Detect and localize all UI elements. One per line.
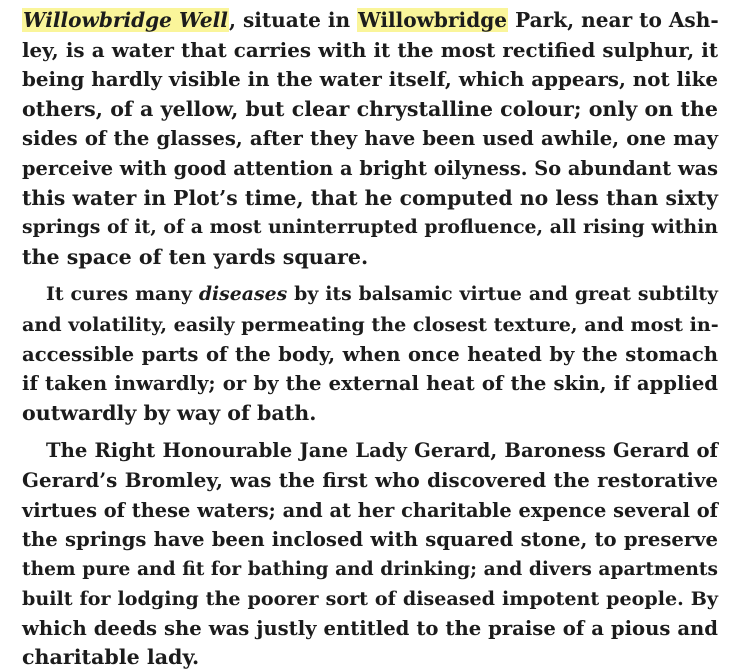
text-line [22,6,718,36]
text-line: The Right Honourable Jane Lady Gerard, Baroness Gerard of [46,439,718,463]
text-line: springs of it, of a most uninterrupted profluence, all rising within [22,216,718,239]
text-line [22,280,718,310]
text-run: , situate in [228,8,358,32]
paragraph-cures [22,280,718,428]
text-line: virtues of these waters; and at her charitable expence several of [22,498,718,522]
text-line: outwardly by way of bath. [22,400,317,425]
text-line: the space of ten yards square. [22,244,369,269]
text-line: and volatility, easily permeating the closest texture, and most in- [22,312,719,336]
text-line: them pure and fit for bathing and drinking; and divers apartments [22,558,718,580]
text-line: sides of the glasses, after they have been used awhile, one may [22,127,718,151]
text-run: by its balsamic virtue and great subtilty [287,283,718,306]
text-run: Park, near to Ash- [508,8,719,32]
text-line: others, of a yellow, but clear chrystalline colour; only on the [22,96,718,121]
text-line: perceive with good attention a bright oilyness. So abundant was [22,156,718,180]
text-line: charitable lady. [22,645,200,669]
text-run: It cures many [46,283,199,306]
text-line: if taken inwardly; or by the external heat of the skin, if applied [22,372,718,396]
text-line: the springs have been inclosed with squared stone, to preserve [22,528,718,552]
text-line: accessible parts of the body, when once heated by the stomach [22,342,718,366]
text-line: Gerard’s Bromley, was the first who discovered the restorative [22,467,718,492]
italic-term: diseases [198,283,288,306]
highlighted-term: Willowbridge [358,8,508,32]
text-line: ley, is a water that carries with it the most rectified sulphur, it [22,37,718,62]
text-line: this water in Plot’s time, that he computed no less than sixty [22,185,718,210]
highlighted-term: Willowbridge Well [23,8,228,32]
paragraph-willowbridge-well [22,6,718,272]
text-line: being hardly visible in the water itself, which appears, not like [22,67,718,92]
text-line: built for lodging the poorer sort of diseased impotent people. By [22,587,718,611]
text-line: which deeds she was justly entitled to the praise of a pious and [22,616,718,640]
paragraph-lady-gerard [22,436,718,669]
